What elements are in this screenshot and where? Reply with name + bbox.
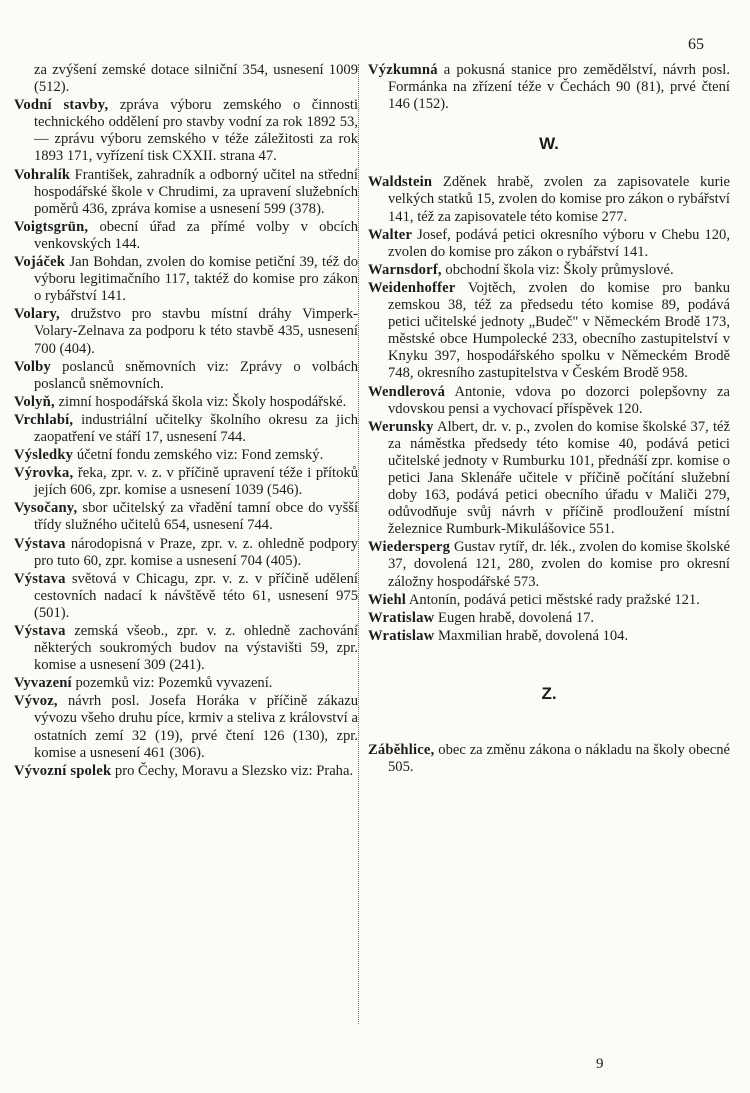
section-letter-w: W.: [539, 134, 559, 154]
index-entry: [14, 571, 358, 622]
entry-heading: Volyň,: [14, 393, 55, 410]
index-entry: [368, 262, 730, 279]
column-divider: [358, 64, 359, 1024]
entry-text: zimní hospodářská škola viz: Školy hospodářské.: [54, 393, 347, 410]
entry-heading: Volary,: [14, 306, 60, 323]
entry-heading: Wiedersperg: [368, 539, 451, 556]
right-column: [368, 62, 730, 777]
entry-text: František, zahradník a odborný učitel na střední hospodářské škole v Chrudimi, za upravení služebních poměrů 436, zpráva komise a usnesení 599 (378).: [34, 166, 358, 217]
index-entry: [368, 539, 730, 590]
entry-text: za zvýšení zemské dotace silniční 354, usnesení 1009 (512).: [34, 62, 358, 96]
entry-text: poslanců sněmovních viz: Zprávy o volbách poslanců sněmovních.: [34, 358, 358, 392]
entry-text: Antonie, vdova po dozorci polepšovny za vdovskou pensi a vychovací příspěvek 120.: [388, 383, 730, 417]
entry-text: národopisná v Praze, zpr. v. z. ohledně podpory pro tuto 60, zpr. komise a usnesení 704 (405).: [34, 535, 358, 569]
index-entry: [14, 97, 358, 165]
entry-heading: Waldstein: [368, 174, 433, 191]
index-entry: [14, 465, 358, 499]
entry-text: a pokusná stanice pro zemědělství, návrh posl. Formánka na zřízení téže v Čechách 90 (81), prvé čtení 146 (152).: [388, 62, 730, 113]
entry-heading: Voigtsgrün,: [14, 218, 89, 235]
entry-text: Albert, dr. v. p., zvolen do komise školské 37, též za náměstka předsedy této komise 40, podává petici učitelské jednoty v Rumburku 101, přednáší zpr. komise o petici Jana Sklenáře učitele v příčině počítání služební doby 163, podává petici obecního úřadu v Maliči 279, odůvodňuje svůj návrh v příčině prodloužení místní železnice Rumburk-Mikulášovice 551.: [388, 418, 730, 538]
entry-text: pro Čechy, Moravu a Slezsko viz: Praha.: [111, 762, 354, 779]
printer-signature: 9: [596, 1056, 604, 1072]
entry-text: účetní fondu zemského viz: Fond zemský.: [73, 447, 324, 464]
index-entry: [14, 62, 358, 96]
entry-heading: Výstava: [14, 535, 66, 552]
index-entry: [368, 62, 730, 113]
entry-text: industriální učitelky školního okresu za jich zaopatření ve stáří 17, usnesení 744.: [34, 411, 358, 445]
index-entry: [14, 167, 358, 218]
entry-heading: Záběhlice,: [368, 742, 435, 758]
entry-text: Maxmilian hrabě, dovolená 104.: [434, 627, 629, 644]
entry-text: Antonín, podává petici městské rady pražské 121.: [406, 591, 700, 608]
entry-heading: Wratislaw: [368, 609, 435, 626]
index-entry: [14, 394, 358, 411]
index-entry: [368, 419, 730, 539]
entry-heading: Vývoz,: [14, 693, 58, 710]
index-entry: [14, 306, 358, 357]
entry-text: obecní úřad za přímé volby v obcích venkovských 144.: [34, 218, 358, 252]
entry-heading: Weidenhoffer: [368, 279, 456, 296]
entry-heading: Vyvazení: [14, 675, 72, 692]
entry-heading: Walter: [368, 226, 413, 243]
entry-heading: Výrovka,: [14, 465, 74, 482]
entry-text: Josef, podává petici okresního výboru v Chebu 120, zvolen do komise pro zákon o rybářství 141.: [388, 226, 730, 260]
entry-heading: Vývozní spolek: [14, 762, 112, 779]
entry-text: obec za změnu zákona o nákladu na školy obecné 505.: [388, 742, 730, 776]
entry-heading: Warnsdorf,: [368, 261, 442, 278]
index-entry: [368, 592, 730, 609]
index-entry: [14, 412, 358, 446]
entry-heading: Výsledky: [14, 447, 74, 464]
entry-text: pozemků viz: Pozemků vyvazení.: [71, 675, 273, 692]
entry-heading: Vrchlabí,: [14, 411, 74, 428]
left-column: [14, 62, 358, 781]
entry-text: návrh posl. Josefa Horáka v příčině zákazu vývozu všeho druhu píce, krmiv a steliva z království a ostatních zemí 32 (19), prvé čtení 126 (130), zpr. komise a usnesení 461 (306).: [34, 693, 358, 761]
entry-heading: Vojáček: [14, 254, 66, 271]
index-entry: [14, 500, 358, 534]
index-entry: [14, 623, 358, 674]
entry-text: Vojtěch, zvolen do komise pro banku zemskou 38, též za předsedu této komise 89, podává petici učitelské jednoty „Budeč" v Německém Brodě 173, městské obce Humpolecké 233, obecního zastupitelství v Knyku 397, hospodářského spolku v Německém Brodě 748, okresního zastupitelstva v Českém Brodě 958.: [388, 279, 730, 382]
entry-text: zemská všeob., zpr. v. z. ohledně zachování některých soukromých budov na výstavišti 59, zpr. komise a usnesení 309 (241).: [34, 623, 358, 674]
entry-heading: Výstava: [14, 570, 66, 587]
entry-text: Gustav rytíř, dr. lék., zvolen do komise školské 37, dovolená 121, 280, zvolen do komise pro okresní záložny hospodářské 573.: [388, 539, 730, 590]
entry-heading: Vodní stavby,: [14, 97, 109, 114]
index-entry: [14, 254, 358, 305]
entry-heading: Výstava: [14, 623, 66, 639]
entry-text: družstvo pro stavbu místní dráhy Vimperk-Volary-Zelnava za podporu k této stavbě 435, usnesení 700 (404).: [34, 306, 358, 357]
index-entry: [14, 763, 358, 780]
index-entry: [14, 219, 358, 253]
entry-text: Eugen hrabě, dovolená 17.: [434, 609, 595, 626]
section-letter-z: Z.: [541, 683, 557, 703]
index-entry: [14, 536, 358, 570]
index-entry: [368, 227, 730, 261]
entry-heading: Volby: [14, 358, 51, 375]
index-entry: [368, 628, 730, 645]
entry-text: obchodní škola viz: Školy průmyslové.: [441, 261, 674, 278]
index-entry: [14, 675, 358, 692]
page-number: 65: [688, 36, 704, 53]
entry-heading: Vohralík: [14, 166, 71, 183]
entry-text: Jan Bohdan, zvolen do komise petiční 39, též do výboru legitimačního 117, taktéž do komise pro zákon o rybářství 141.: [34, 254, 358, 305]
index-entry: [14, 359, 358, 393]
index-entry: [368, 174, 730, 225]
index-entry: [368, 384, 730, 418]
entry-heading: Vysočany,: [14, 500, 78, 517]
entry-text: zpráva výboru zemského o činnosti technického oddělení pro stavby vodní za rok 1892 53, — zprávu výboru zemského v téže záležitosti za rok 1893 171, vyřízení tisk CXXII. strana 47.: [34, 97, 358, 165]
index-entry: [368, 610, 730, 627]
entry-text: řeka, zpr. v. z. v příčině upravení téže i přítoků jejích 606, zpr. komise a usnesení 1039 (546).: [34, 465, 358, 499]
index-entry: [368, 280, 730, 383]
index-entry: [368, 742, 730, 776]
entry-heading: Wratislaw: [368, 627, 435, 644]
entry-heading: Wiehl: [368, 591, 407, 608]
entry-text: světová v Chicagu, zpr. v. z. v příčině udělení cestovních nadací k návštěvě této 61, usnesení 975 (501).: [34, 570, 358, 621]
index-entry: [14, 693, 358, 761]
entry-text: Zděnek hrabě, zvolen za zapisovatele kurie velkých statků 15, zvolen do komise pro zákon o rybářství 141, též za zapisovatele této komise 277.: [388, 174, 730, 225]
index-entry: [14, 447, 358, 464]
entry-text: sbor učitelský za vřadění tamní obce do vyšší třídy služného učitelů 654, usnesení 744.: [34, 500, 358, 534]
entry-heading: Wendlerová: [368, 383, 446, 400]
entry-heading: Výzkumná: [368, 62, 438, 78]
entry-heading: Werunsky: [368, 418, 434, 435]
